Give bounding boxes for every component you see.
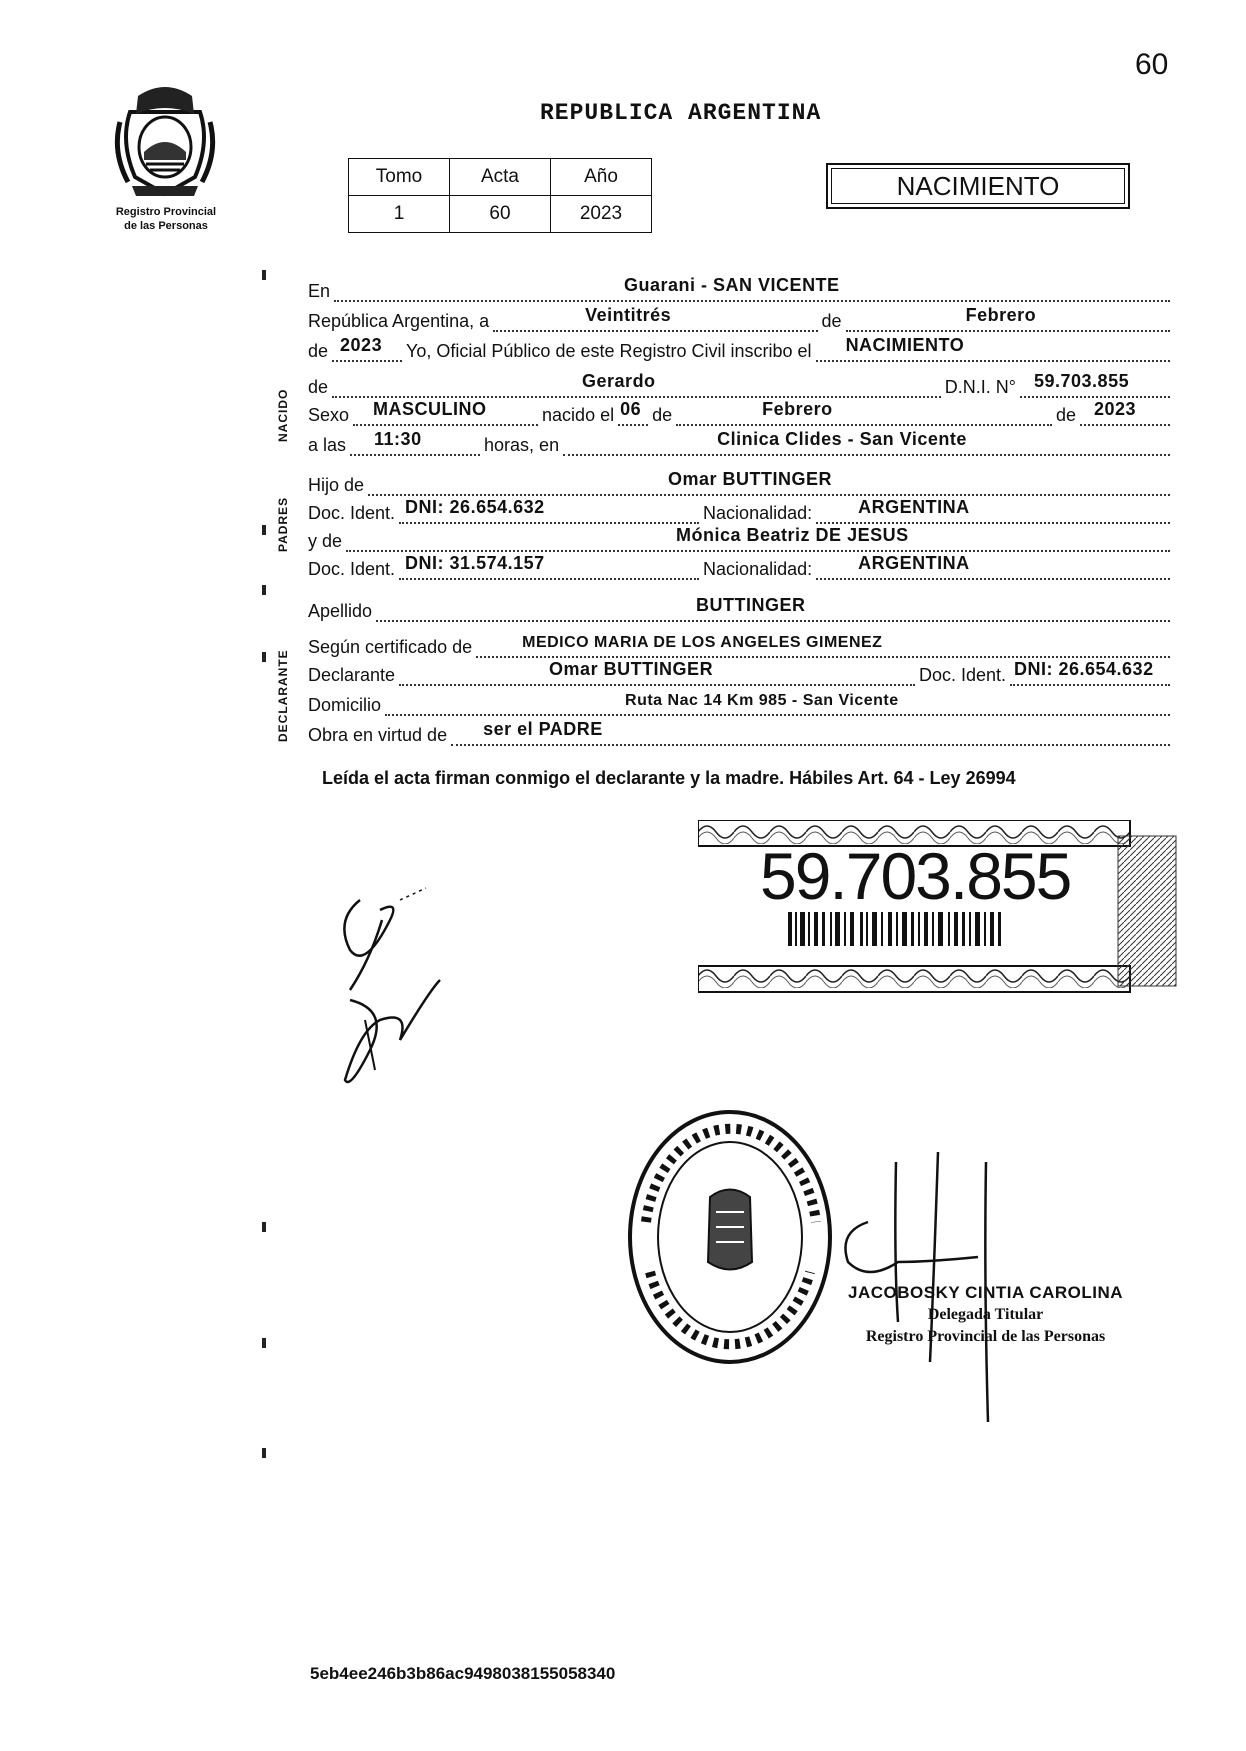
side-label-declarante: DECLARANTE — [276, 649, 290, 742]
value-hora: 11:30 — [374, 429, 422, 449]
value-apellido: BUTTINGER — [696, 595, 806, 615]
register-value-anio: 2023 — [551, 196, 652, 233]
register-value-tomo: 1 — [349, 196, 450, 233]
document-title: REPUBLICA ARGENTINA — [540, 100, 822, 126]
id-number-label: 59.703.855 — [760, 839, 1071, 913]
row-en — [308, 275, 1174, 302]
row-obra: Obra en virtud de ser el PADRE — [308, 722, 1174, 746]
margin-mark — [262, 652, 266, 662]
row-padre: Hijo de Omar BUTTINGER — [308, 472, 1174, 496]
declarant-signature — [330, 880, 450, 1100]
value-dni-madre: DNI: 31.574.157 — [405, 553, 545, 573]
value-nacionalidad-madre: ARGENTINA — [858, 553, 970, 573]
row-apellido: Apellido BUTTINGER — [308, 598, 1174, 622]
value-nacionalidad-padre: ARGENTINA — [858, 497, 970, 517]
value-dni-nacido: 59.703.855 — [1034, 371, 1130, 391]
officer-block — [848, 1282, 1123, 1348]
register-value-acta: 60 — [450, 196, 551, 233]
value-mes-acta: Febrero — [965, 305, 1037, 325]
row-hora: a las 11:30 horas, en Clinica Clides - San Vicente — [308, 432, 1174, 456]
register-header-anio: Año — [551, 159, 652, 196]
value-tipo-acta: NACIMIENTO — [845, 335, 965, 355]
row-doc-padre: Doc. Ident. DNI: 26.654.632 Nacionalidad: ARGENTINA — [308, 500, 1174, 524]
value-domicilio: Ruta Nac 14 Km 985 - San Vicente — [625, 692, 899, 709]
value-sexo: MASCULINO — [373, 399, 487, 419]
record-type-box: NACIMIENTO — [826, 163, 1130, 209]
row-domicilio: Domicilio Ruta Nac 14 Km 985 - San Vicente — [308, 692, 1174, 716]
official-seal-icon — [620, 1102, 840, 1372]
value-lugar-nacimiento: Clinica Clides - San Vicente — [717, 429, 967, 449]
officer-name: JACOBOSKY CINTIA CAROLINA — [848, 1283, 1124, 1302]
value-dia-nacimiento: 06 — [620, 399, 642, 419]
row-nombre: de Gerardo D.N.I. N° 59.703.855 — [308, 374, 1174, 398]
row-anio-acta: de 2023 Yo, Oficial Público de este Registro Civil inscribo el NACIMIENTO — [308, 338, 1174, 362]
margin-mark — [262, 1338, 266, 1348]
register-header-tomo: Tomo — [349, 159, 450, 196]
value-dia-acta: Veintitrés — [585, 305, 672, 325]
register-header-acta: Acta — [450, 159, 551, 196]
margin-mark — [262, 585, 266, 595]
value-certificado: MEDICO MARIA DE LOS ANGELES GIMENEZ — [522, 634, 883, 651]
row-doc-madre: Doc. Ident. DNI: 31.574.157 Nacionalidad: ARGENTINA — [308, 556, 1174, 580]
value-anio-acta: 2023 — [340, 335, 383, 355]
side-label-nacido: NACIDO — [276, 388, 290, 442]
document-hash: 5eb4ee246b3b86ac9498038155058340 — [310, 1664, 616, 1683]
value-anio-nacimiento: 2023 — [1094, 399, 1137, 419]
value-declarante: Omar BUTTINGER — [549, 659, 714, 679]
value-madre: Mónica Beatriz DE JESUS — [676, 525, 909, 545]
officer-office: Registro Provincial de las Personas — [865, 1328, 1106, 1345]
label-en: En — [308, 281, 331, 301]
closing-statement: Leída el acta firman conmigo el declarante y la madre. Hábiles Art. 64 - Ley 26994 — [322, 768, 1016, 788]
value-mes-nacimiento: Febrero — [762, 399, 833, 419]
margin-mark — [262, 525, 266, 535]
row-fecha-acta: República Argentina, a Veintitrés de Febrero — [308, 308, 1174, 332]
officer-role: Delegada Titular — [927, 1306, 1044, 1323]
row-certificado: Según certificado de MEDICO MARIA DE LOS ANGELES GIMENEZ — [308, 634, 1174, 658]
value-dni-declarante: DNI: 26.654.632 — [1014, 659, 1154, 679]
value-nombre: Gerardo — [582, 371, 656, 391]
row-sexo: Sexo MASCULINO nacido el 06 de Febrero de 2023 — [308, 402, 1174, 426]
office-label: Registro Provincial de las Personas — [115, 206, 217, 232]
row-declarante: Declarante Omar BUTTINGER Doc. Ident. DNI: 26.654.632 — [308, 662, 1174, 686]
value-obra: ser el PADRE — [483, 719, 603, 739]
row-madre: y de Mónica Beatriz DE JESUS — [308, 528, 1174, 552]
provincial-crest-icon — [110, 82, 220, 200]
page-number: 60 — [1135, 48, 1169, 81]
margin-mark — [262, 1448, 266, 1458]
value-lugar: Guarani - SAN VICENTE — [624, 275, 840, 295]
margin-mark — [262, 270, 266, 280]
register-table — [348, 158, 652, 233]
value-dni-padre: DNI: 26.654.632 — [405, 497, 545, 517]
side-label-padres: PADRES — [276, 496, 290, 552]
margin-mark — [262, 1222, 266, 1232]
value-padre: Omar BUTTINGER — [668, 469, 833, 489]
